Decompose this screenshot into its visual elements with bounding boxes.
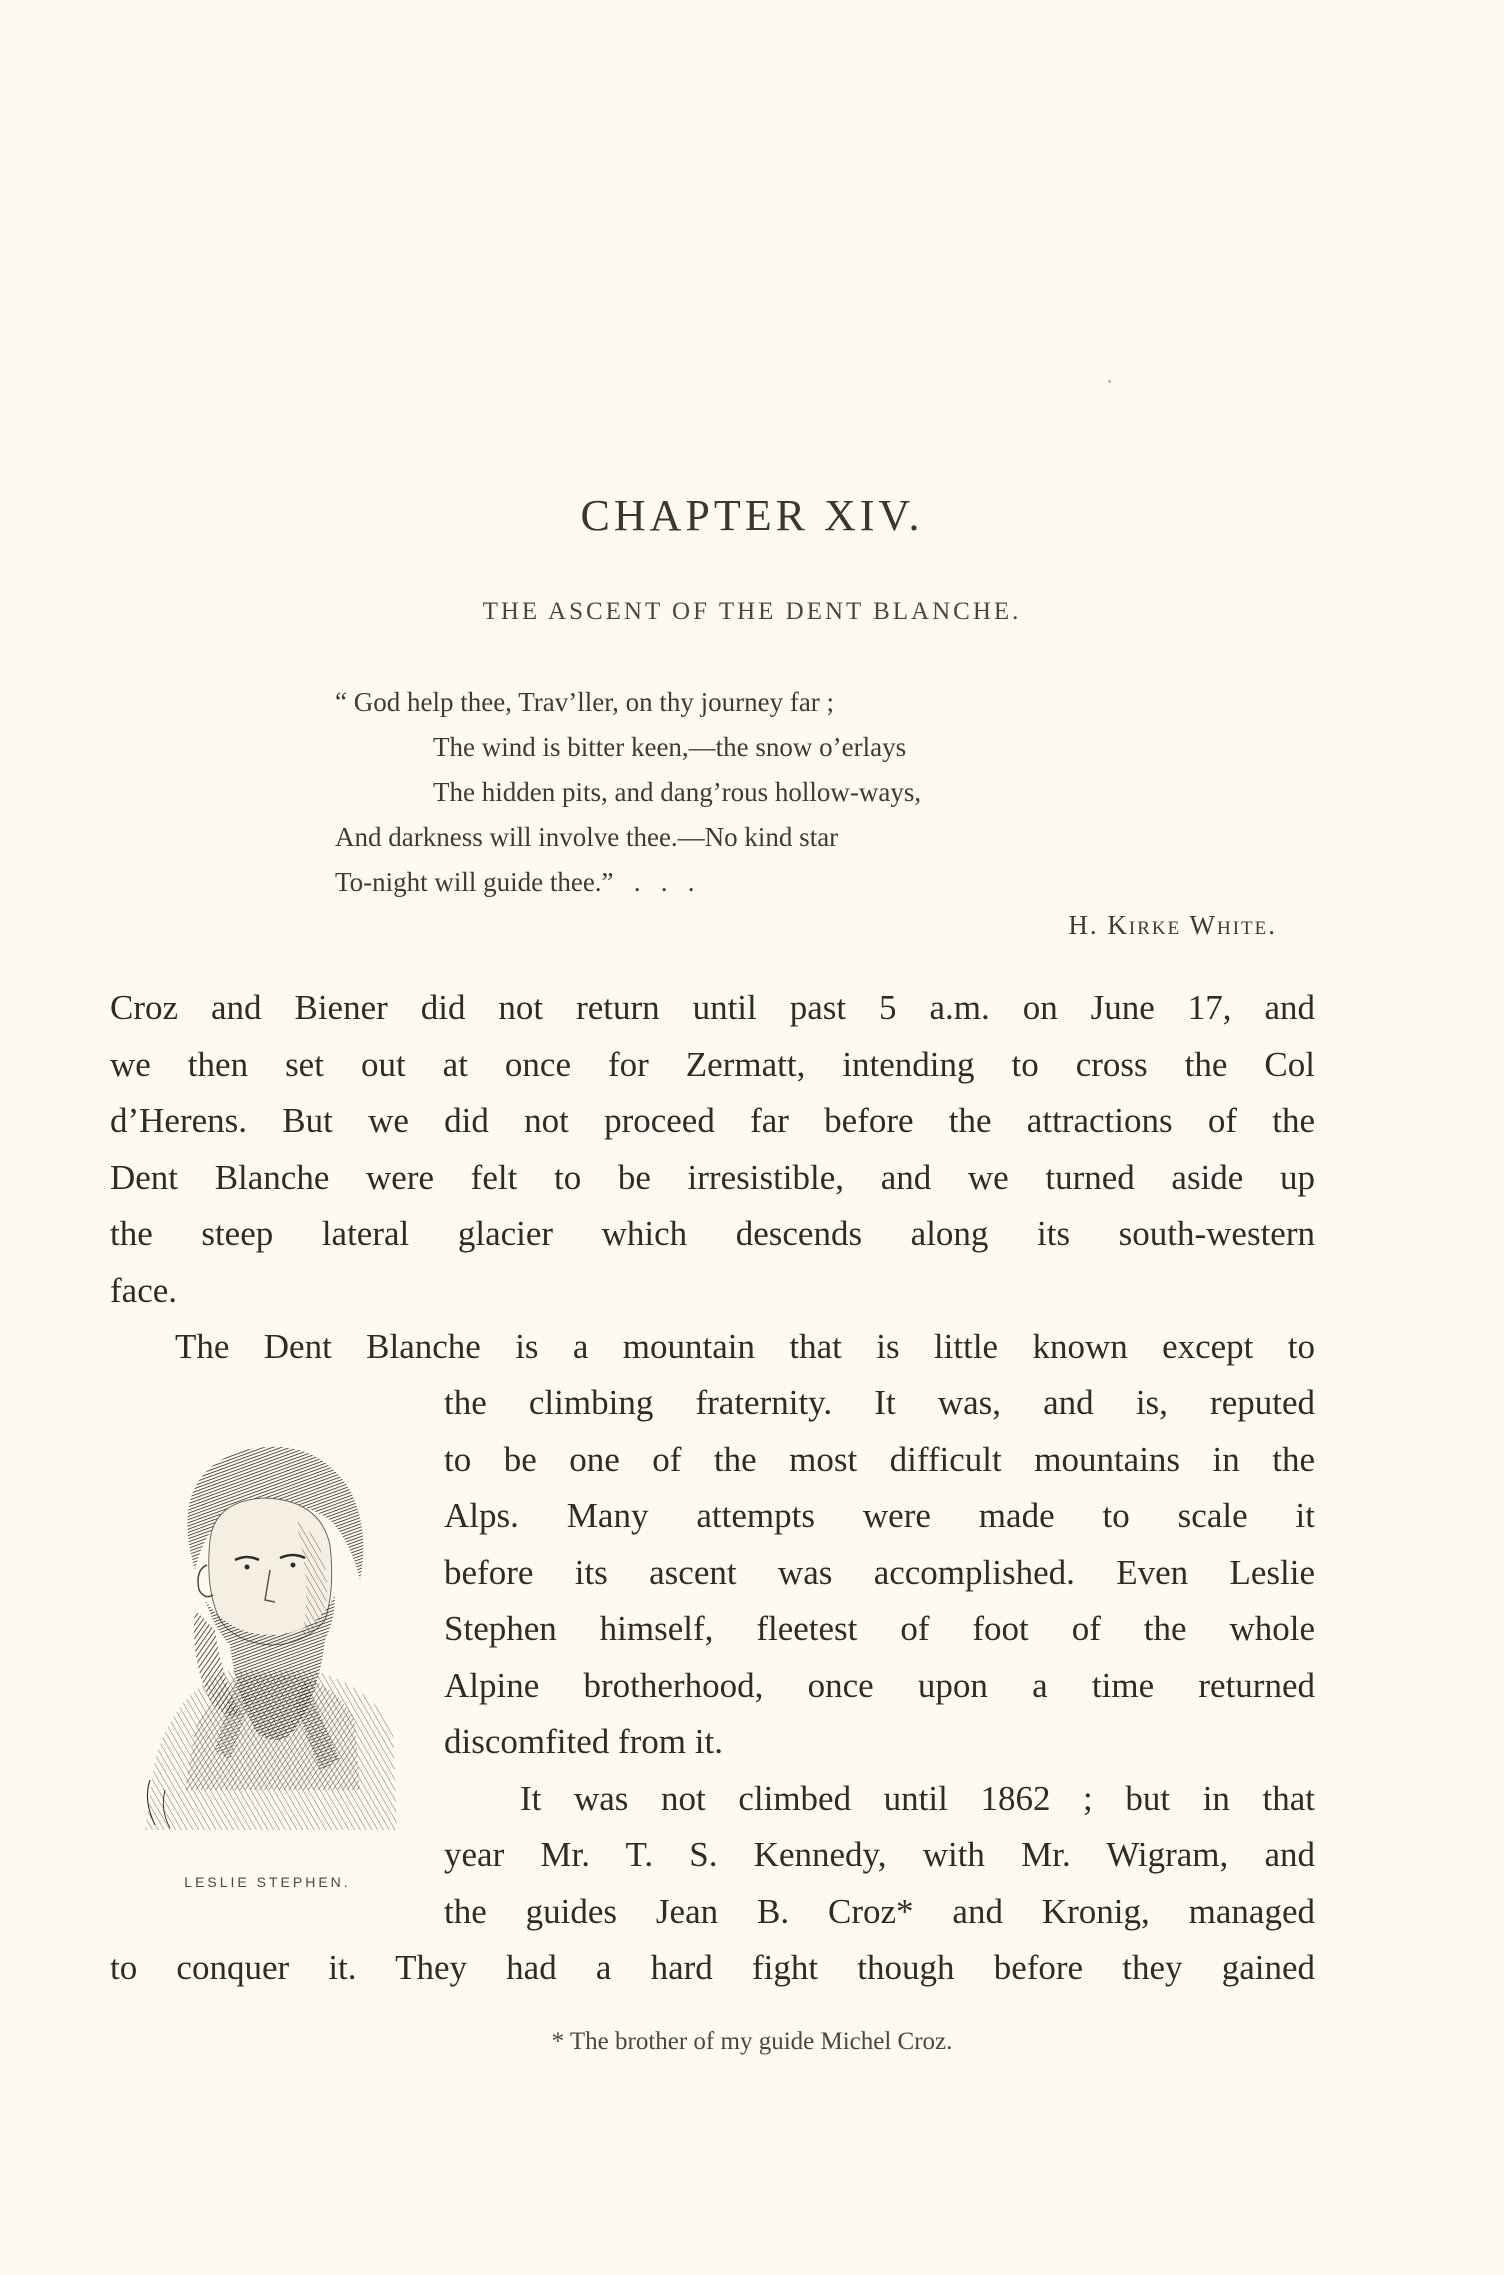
text-line: Alps. Many attempts were made to scale it (444, 1496, 1315, 1535)
text-line: the steep lateral glacier which descends along its south-western (110, 1214, 1315, 1253)
text-line: Stephen himself, fleetest of foot of the whole (444, 1609, 1315, 1648)
text-line: The Dent Blanche is a mountain that is little known except to (175, 1327, 1315, 1366)
chapter-title: CHAPTER XIV. (580, 491, 924, 540)
text-line: year Mr. T. S. Kennedy, with Mr. Wigram, and (444, 1835, 1315, 1874)
epigraph-line: “ God help thee, Trav’ller, on thy journey far ; (335, 687, 835, 717)
paragraph-3-last-line (110, 1940, 1315, 1997)
paragraph-1 (110, 980, 1315, 1319)
text-line: the guides Jean B. Croz* and Kronig, managed (444, 1891, 1315, 1931)
epigraph-attribution: H. Kirke White. (1068, 910, 1277, 940)
paper-speck (1108, 380, 1111, 383)
text-line: It was not climbed until 1862 ; but in that (520, 1779, 1315, 1818)
text-line: to be one of the most difficult mountains in the (444, 1439, 1315, 1479)
text-line: Alpine brotherhood, once upon a time returned (444, 1665, 1315, 1705)
text-line: face. (110, 1270, 178, 1310)
paragraph-2-first-line (175, 1319, 1315, 1376)
text-line: to conquer it. They had a hard fight though before they gained (110, 1948, 1315, 1987)
paragraph-2-wrapped (444, 1375, 1315, 1771)
text-line: Dent Blanche were felt to be irresistible, and we turned aside up (110, 1157, 1315, 1197)
text-line: d’Herens. But we did not proceed far before the attractions of the (110, 1101, 1315, 1140)
portrait-engraving (135, 1430, 405, 1830)
paragraph-3-first-line (520, 1771, 1315, 1828)
footnote: * The brother of my guide Michel Croz. (551, 2028, 953, 2055)
epigraph (335, 680, 1295, 940)
portrait-caption: LESLIE STEPHEN. (184, 1874, 351, 1890)
text-line: the climbing fraternity. It was, and is, reputed (444, 1383, 1315, 1422)
epigraph-line: The wind is bitter keen,—the snow o’erlays (433, 732, 907, 762)
epigraph-line: And darkness will involve thee.—No kind star (335, 822, 839, 852)
epigraph-line: To-night will guide thee.” . . . (335, 867, 695, 897)
paragraph-3-wrapped (444, 1827, 1315, 1940)
text-line: before its ascent was accomplished. Even Leslie (444, 1552, 1315, 1592)
text-line: Croz and Biener did not return until past 5 a.m. on June 17, and (110, 988, 1315, 1027)
epigraph-line: The hidden pits, and dang’rous hollow-ways, (433, 777, 922, 807)
chapter-subtitle: THE ASCENT OF THE DENT BLANCHE. (482, 598, 1022, 625)
text-line: we then set out at once for Zermatt, intending to cross the Col (110, 1044, 1315, 1084)
text-line: discomfited from it. (444, 1722, 723, 1761)
